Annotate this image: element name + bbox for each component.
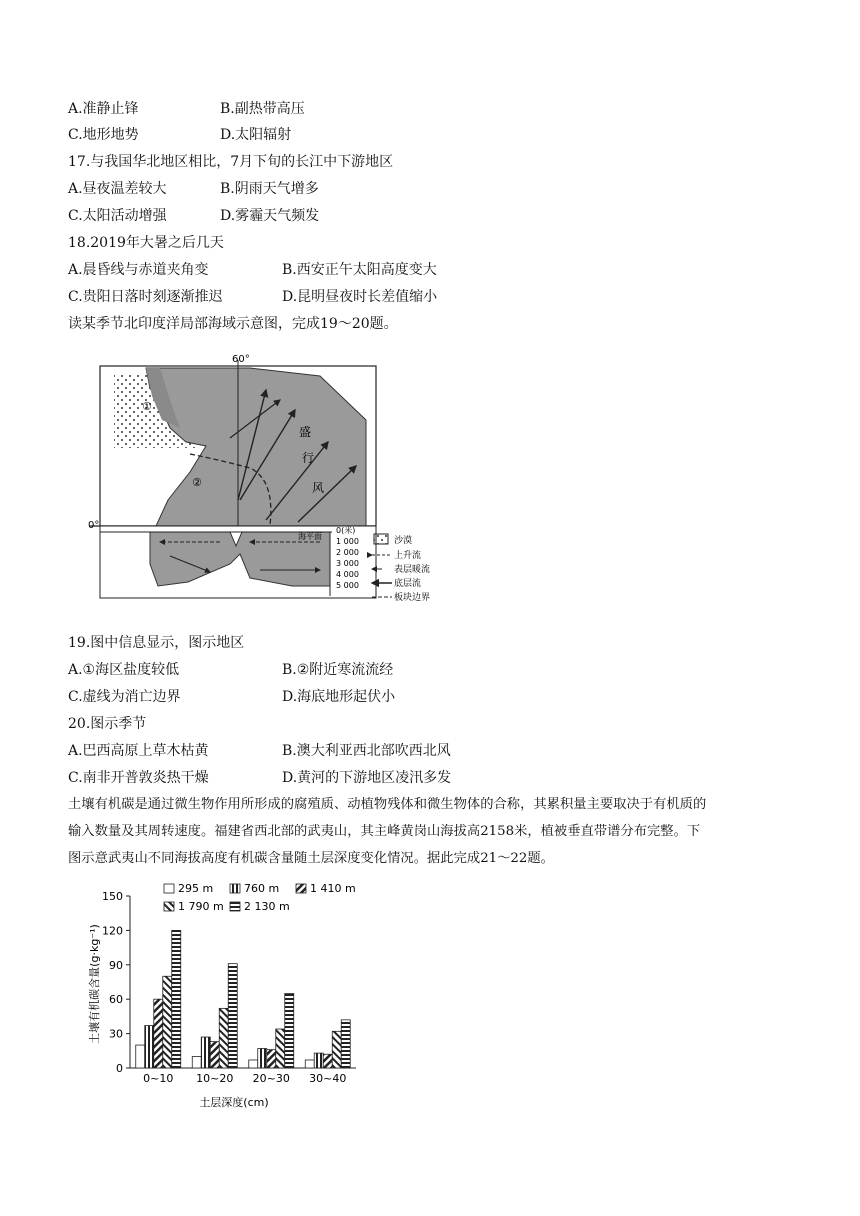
q20-option-b: B.澳大利亚西北部吹西北风	[282, 743, 451, 759]
bar	[305, 1060, 314, 1068]
q16-option-c: C.地形地势	[68, 127, 139, 143]
depth-unit: 0(米)	[336, 526, 356, 535]
x-tick-label: 10~20	[196, 1072, 234, 1085]
q16-option-b: B.副热带高压	[220, 101, 305, 117]
y-tick-label: 120	[102, 924, 123, 938]
lon-label: 60°	[232, 354, 250, 365]
q17-option-d: D.雾霾天气频发	[220, 208, 320, 224]
bar	[341, 1020, 350, 1068]
depth-3000: 3 000	[336, 559, 359, 568]
lat-label: 0°	[88, 520, 100, 531]
q18-option-d: D.昆明昼夜时长差值缩小	[282, 289, 438, 305]
q20-option-d: D.黄河的下游地区凌汛多发	[282, 770, 452, 786]
q17-option-b: B.阴雨天气增多	[220, 181, 319, 197]
bar	[163, 976, 172, 1068]
legend-desert: 沙漠	[394, 536, 413, 546]
q19-option-a: A.①海区盐度较低	[68, 662, 180, 678]
legend-label: 2 130 m	[244, 900, 290, 913]
bar	[228, 964, 237, 1068]
sea-level-label: 海平面	[298, 532, 322, 541]
bar	[258, 1049, 267, 1068]
q19-option-c: C.虚线为消亡边界	[68, 689, 181, 705]
wind-label-2: 行	[302, 451, 315, 465]
bar	[154, 999, 163, 1068]
bar	[145, 1026, 154, 1068]
legend-label: 760 m	[244, 882, 280, 895]
depth-5000: 5 000	[336, 581, 359, 590]
bar	[323, 1054, 332, 1068]
legend-upwelling: 上升流	[394, 551, 422, 561]
bar	[192, 1057, 201, 1068]
bar	[219, 1008, 228, 1068]
legend-swatch	[164, 884, 174, 893]
legend-swatch	[296, 884, 306, 893]
marker-1: ①	[142, 400, 152, 413]
bar	[136, 1045, 145, 1068]
chart-y-label: 土壤有机碳含量(g·kg⁻¹)	[88, 924, 101, 1044]
bar	[267, 1050, 276, 1068]
organic-carbon-chart	[84, 882, 374, 1110]
legend-swatch	[230, 902, 240, 911]
y-tick-label: 150	[102, 890, 123, 903]
bar	[332, 1031, 341, 1068]
q19-option-b: B.②附近寒流流经	[282, 662, 394, 678]
marker-2: ②	[192, 476, 202, 489]
wind-label-1: 盛	[299, 425, 312, 439]
q18-option-b: B.西安正午太阳高度变大	[282, 262, 437, 278]
q19-option-d: D.海底地形起伏小	[282, 689, 396, 705]
q18-option-a: A.晨昏线与赤道夹角变	[68, 262, 209, 278]
q20-option-c: C.南非开普敦炎热干燥	[68, 770, 209, 786]
q16-option-a: A.准静止锋	[68, 101, 139, 117]
x-tick-label: 0~10	[143, 1072, 174, 1085]
q18-stem: 18.2019年大暑之后几天	[68, 235, 224, 251]
legend-plate-boundary: 板块边界	[394, 593, 431, 603]
wind-label-3: 风	[312, 481, 325, 495]
depth-2000: 2 000	[336, 548, 359, 557]
intro-21-22-line-2: 输入数量及其周转速度。福建省西北部的武夷山，其主峰黄岗山海拔高2158米，植被垂直带谱分布完整。下	[68, 824, 701, 839]
bar	[249, 1060, 258, 1068]
intro-21-22-line-1: 土壤有机碳是通过微生物作用所形成的腐殖质、动植物残体和微生物体的合称，其累积量主要取决于有机质的	[68, 797, 707, 812]
intro-19-20: 读某季节北印度洋局部海域示意图，完成19～20题。	[68, 316, 398, 332]
y-tick-label: 90	[109, 958, 123, 972]
legend-label: 295 m	[178, 882, 214, 895]
q16-option-d: D.太阳辐射	[220, 127, 292, 143]
legend-label: 1 410 m	[310, 882, 356, 895]
q18-option-c: C.贵阳日落时刻逐渐推迟	[68, 289, 223, 305]
q17-stem: 17.与我国华北地区相比，7月下旬的长江中下游地区	[68, 154, 394, 170]
legend-label: 1 790 m	[178, 900, 224, 913]
depth-4000: 4 000	[336, 570, 359, 579]
indian-ocean-map	[80, 350, 460, 612]
legend-bottom: 底层流	[394, 579, 422, 589]
y-tick-label: 0	[116, 1062, 123, 1075]
bar	[201, 1037, 210, 1068]
q20-stem: 20.图示季节	[68, 716, 147, 732]
y-tick-label: 60	[109, 993, 123, 1007]
intro-21-22-line-3: 图示意武夷山不同海拔高度有机碳含量随土层深度变化情况。据此完成21～22题。	[68, 851, 554, 866]
y-tick-label: 30	[109, 1027, 123, 1041]
depth-1000: 1 000	[336, 537, 359, 546]
x-tick-label: 30~40	[309, 1072, 347, 1085]
chart-x-label: 土层深度(cm)	[199, 1096, 269, 1109]
legend-swatch	[164, 902, 174, 911]
bar	[314, 1053, 323, 1068]
q17-option-a: A.昼夜温差较大	[68, 181, 167, 197]
q19-stem: 19.图中信息显示，图示地区	[68, 635, 245, 651]
x-tick-label: 20~30	[252, 1072, 290, 1085]
bar	[285, 993, 294, 1068]
bar	[210, 1042, 219, 1068]
bar	[172, 930, 181, 1068]
legend-surface-warm: 表层暖流	[394, 565, 431, 575]
bar	[276, 1029, 285, 1068]
q20-option-a: A.巴西高原上草木枯黄	[68, 743, 209, 759]
q17-option-c: C.太阳活动增强	[68, 208, 167, 224]
legend-swatch	[230, 884, 240, 893]
